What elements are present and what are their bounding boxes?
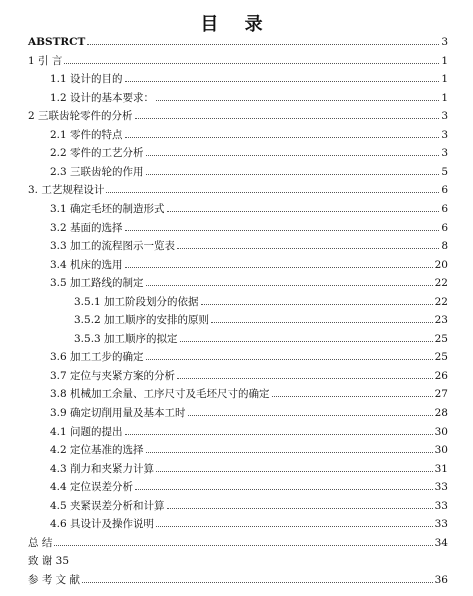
toc-entry-page: 5 [441, 165, 448, 178]
toc-entry-page: 22 [434, 295, 448, 308]
toc-leader-dots [106, 182, 439, 193]
toc-entry-label: 3. 工艺规程设计 [28, 184, 105, 197]
toc-entry [28, 34, 448, 50]
toc-leader-dots [146, 349, 433, 360]
toc-entry-page: 8 [441, 240, 448, 253]
toc-entry-page: 31 [434, 462, 448, 475]
toc-entry-label: 3.2 基面的选择 [50, 221, 123, 234]
toc-leader-dots [272, 386, 433, 397]
toc-entry-label: 4.6 具设计及操作说明 [50, 518, 155, 531]
toc-entry-label: 1.2 设计的基本要求： [50, 91, 155, 104]
toc-entry-label: 3.9 确定切削用量及基本工时 [50, 407, 186, 419]
toc-entry-label: 3.5.3 加工顺序的拟定 [74, 332, 178, 345]
toc-leader-dots [180, 331, 433, 342]
toc-leader-dots [87, 34, 439, 45]
toc-entry-label: 2.3 三联齿轮的作用 [50, 165, 144, 178]
toc-entry-label: 1.1 设计的目的 [50, 73, 123, 86]
toc-entry [28, 553, 448, 569]
toc-entry-page: 25 [434, 332, 448, 345]
toc-leader-dots [201, 294, 433, 305]
toc-leader-dots [177, 238, 439, 249]
toc-entry-page: 3 [441, 110, 448, 123]
toc-entry-label: 3.6 加工工步的确定 [50, 351, 144, 364]
toc-entry-label: 2 三联齿轮零件的分析 [28, 110, 133, 123]
toc-entry-page: 28 [434, 407, 448, 419]
toc-entry-label: 4.1 问题的提出 [50, 425, 123, 438]
toc-entry [50, 257, 448, 273]
toc-leader-dots [146, 442, 433, 453]
toc-entry [50, 164, 448, 180]
toc-leader-dots [167, 498, 433, 509]
toc-entry [28, 108, 448, 124]
toc-leader-dots [125, 127, 440, 138]
toc-entry-page: 26 [434, 369, 448, 382]
toc-leader-dots [135, 479, 433, 490]
page-title: 目 录 [200, 14, 273, 35]
toc-entry-label: ABSTRCT [28, 36, 86, 48]
toc-entry [74, 312, 448, 328]
toc-entry-label: 3.1 确定毛坯的制造形式 [50, 202, 165, 215]
toc-leader-dots [177, 368, 433, 379]
toc-entry-page: 3 [441, 147, 448, 160]
toc-leader-dots [54, 535, 432, 546]
toc-entry-page: 25 [434, 351, 448, 364]
toc-entry [50, 442, 448, 458]
toc-entry [74, 294, 448, 310]
toc-entry [50, 424, 448, 440]
toc-leader-dots [135, 108, 440, 119]
toc-entry-page: 33 [434, 518, 448, 531]
toc-entry-label: 总 结 [28, 536, 53, 549]
toc-entry [50, 145, 448, 161]
toc-entry-label: 3.5.2 加工顺序的安排的原则 [74, 314, 210, 327]
toc-leader-dots [82, 572, 433, 583]
toc-entry [50, 201, 448, 217]
toc-entry-label: 3.4 机床的选用 [50, 258, 123, 271]
toc-entry-page: 33 [434, 499, 448, 512]
toc-entry [50, 461, 448, 477]
toc-entry [28, 535, 448, 551]
toc-entry [28, 182, 448, 198]
toc-entry [50, 516, 448, 532]
toc-entry-label: 3.8 机械加工余量、工序尺寸及毛坯尺寸的确定 [50, 388, 270, 401]
toc-entry-page: 22 [434, 277, 448, 290]
toc-entry-page: 6 [441, 184, 448, 197]
toc-leader-dots [188, 405, 433, 416]
toc-entry [50, 71, 448, 87]
toc-entry-label: 致 谢 35 [28, 555, 70, 568]
toc-leader-dots [125, 424, 433, 435]
toc-entry-page: 33 [434, 481, 448, 494]
toc-leader-dots [146, 164, 440, 175]
toc-leader-dots [71, 554, 446, 564]
toc-entry-label: 3.3 加工的流程图示一览表 [50, 240, 176, 253]
toc-entry-page: 1 [441, 73, 448, 86]
toc-entry-page: 1 [441, 91, 448, 104]
toc-entry [74, 331, 448, 347]
toc-entry [50, 127, 448, 143]
toc-entry [50, 238, 448, 254]
toc-entry-label: 2.1 零件的特点 [50, 128, 123, 141]
toc-entry-label: 参 考 文 献 [28, 573, 81, 586]
toc-entry-page: 23 [434, 314, 448, 327]
toc-entry-page: 3 [441, 128, 448, 141]
toc-entry-page: 30 [434, 444, 448, 457]
toc-entry-page: 34 [434, 536, 448, 549]
toc-leader-dots [125, 71, 440, 82]
toc-entry-page: 20 [434, 258, 448, 271]
toc-leader-dots [146, 275, 433, 286]
toc-entry-label: 4.5 夹紧误差分析和计算 [50, 499, 165, 512]
toc-leader-dots [156, 461, 433, 472]
toc-leader-dots [125, 220, 440, 231]
toc-entry [50, 386, 448, 402]
toc-entry [50, 220, 448, 236]
toc-entry-label: 3.5 加工路线的制定 [50, 277, 144, 290]
toc-leader-dots [146, 145, 440, 156]
toc-entry-page: 3 [441, 36, 448, 48]
toc-entry-label: 2.2 零件的工艺分析 [50, 147, 144, 160]
toc-leader-dots [156, 90, 439, 101]
toc-entry-label: 3.5.1 加工阶段划分的依据 [74, 295, 199, 308]
toc-entry-page: 6 [441, 221, 448, 234]
toc-entry [28, 572, 448, 588]
toc-entry-label: 3.7 定位与夹紧方案的分析 [50, 369, 176, 382]
toc-entry-page: 36 [434, 573, 448, 586]
toc-entry [50, 349, 448, 365]
toc-entry-page: 6 [441, 202, 448, 215]
toc-leader-dots [125, 257, 433, 268]
toc-entry [50, 498, 448, 514]
toc-entry [28, 53, 448, 69]
toc-entry-page: 27 [434, 388, 448, 401]
toc-entry [50, 275, 448, 291]
toc-entry [50, 368, 448, 384]
toc-entry [50, 405, 448, 421]
toc-leader-dots [167, 201, 440, 212]
toc-leader-dots [64, 53, 439, 64]
toc-entry-label: 4.2 定位基准的选择 [50, 444, 144, 457]
toc-entry-label: 4.4 定位误差分析 [50, 481, 134, 494]
toc-entry-page: 30 [434, 425, 448, 438]
toc-entry-page: 1 [441, 54, 448, 67]
toc-entry [50, 479, 448, 495]
toc-entry-label: 1 引 言 [28, 54, 63, 67]
toc-entry-label: 4.3 削力和夹紧力计算 [50, 462, 155, 475]
toc-leader-dots [211, 312, 433, 323]
toc-entry [50, 90, 448, 106]
toc-leader-dots [156, 516, 433, 527]
